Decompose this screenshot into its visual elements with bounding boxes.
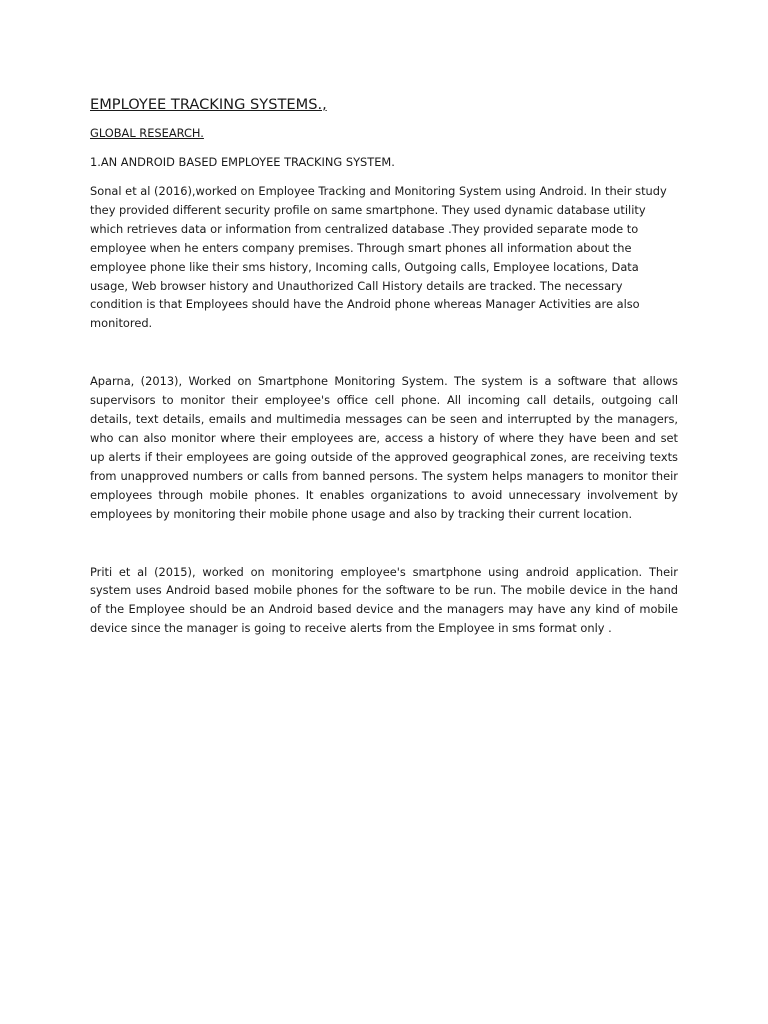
- sub-heading: 1.AN ANDROID BASED EMPLOYEE TRACKING SYSTEM.: [90, 155, 395, 169]
- paragraph-sonal: Sonal et al (2016),worked on Employee Tracking and Monitoring System using Android. In their study they provided different security profile on same smartphone. They used dynamic database utility which retrieves data or information from centralized database .They provided separate mode to employee when he enters company premises. Through smart phones all information about the employee phone like their sms history, Incoming calls, Outgoing calls, Employee locations, Data usage, Web browser history and Unauthorized Call History details are tracked. The necessary condition is that Employees should have the Android phone whereas Manager Activities are also monitored.: [90, 184, 667, 331]
- section-heading: GLOBAL RESEARCH.: [90, 126, 204, 140]
- document-title: EMPLOYEE TRACKING SYSTEMS.,: [90, 96, 327, 113]
- paragraph-priti: Priti et al (2015), worked on monitoring employee's smartphone using android application. Their system uses Android based mobile phones for the software to be run. The mobile device in the hand of the Employee should be an Android based device and the managers may have any kind of mobile device since the manager is going to receive alerts from the Employee in sms format only .: [90, 564, 678, 636]
- paragraph-aparna: Aparna, (2013), Worked on Smartphone Monitoring System. The system is a software that allows supervisors to monitor their employee's office cell phone. All incoming call details, outgoing call details, text details, emails and multimedia messages can be seen and interrupted by the managers, who can also monitor where their employees are, access a history of where they have been and set up alerts if their employees are going outside of the approved geographical zones, are receiving texts from unapproved numbers or calls from banned persons. The system helps managers to monitor their employees through mobile phones. It enables organizations to avoid unnecessary involvement by employees by monitoring their mobile phone usage and also by tracking their current location.: [90, 374, 678, 521]
